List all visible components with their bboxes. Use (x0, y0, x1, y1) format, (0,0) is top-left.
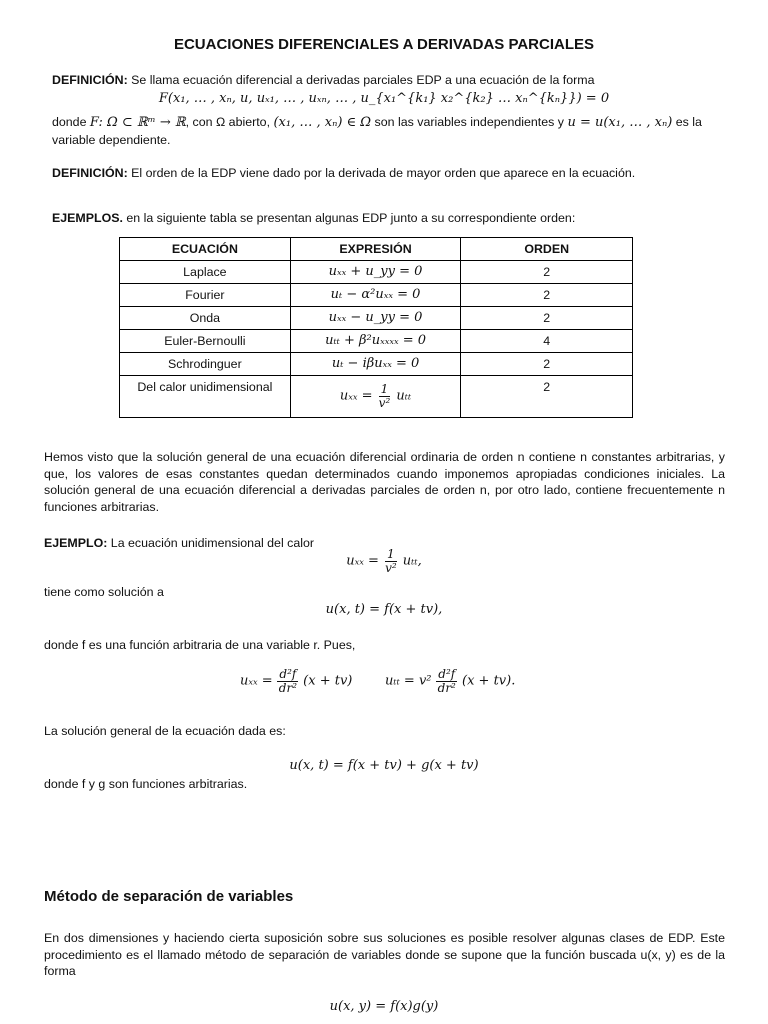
section-formula: u(x, y) = f(x)g(y) (329, 999, 439, 1014)
fraction-numerator: 1 (387, 547, 395, 561)
cell-expression: uₜ − α²uₓₓ = 0 (290, 284, 461, 307)
table-row (120, 284, 633, 307)
cell-expression: uₜₜ + β²uₓₓₓₓ = 0 (290, 330, 461, 353)
text-independientes: son las variables independientes y (374, 115, 564, 129)
text-donde: donde (52, 115, 87, 129)
cell-order: 4 (461, 330, 633, 353)
eq-right: uₜₜ, (402, 553, 422, 569)
fraction-denominator: v² (385, 560, 397, 575)
definition-1 (52, 72, 722, 89)
arbitrary-functions-text: donde f y g son funciones arbitrarias. (44, 777, 248, 791)
definition-1-line2 (52, 114, 722, 131)
math-dependent: u = u(x₁, … , xₙ) (567, 115, 673, 130)
general-solution-text: La solución general de la ecuación dada es: (44, 724, 286, 738)
expr-right: uₜₜ (396, 389, 412, 404)
fraction (277, 668, 299, 694)
cell-name: Schrodinguer (120, 353, 291, 376)
cell-expression: uₜ − iβuₓₓ = 0 (290, 353, 461, 376)
definition-2 (52, 165, 732, 182)
cell-order: 2 (461, 261, 633, 284)
table-row (120, 353, 633, 376)
examples-label: EJEMPLOS. (52, 211, 123, 225)
d2-left: uₜₜ = v² (385, 673, 432, 689)
cell-name: Euler-Bernoulli (120, 330, 291, 353)
edp-table (119, 237, 633, 418)
derivative-xx (240, 668, 352, 694)
d1-right: (x + tv) (303, 673, 353, 689)
example-text: La ecuación unidimensional del calor (110, 536, 314, 550)
d2-right: (x + tv). (462, 673, 516, 689)
text-es-la: es la (675, 115, 702, 129)
cell-order: 2 (461, 353, 633, 376)
cell-name: Onda (120, 307, 291, 330)
fraction-numerator: 1 (380, 382, 389, 397)
fraction-numerator: d²f (438, 667, 456, 681)
cell-expression: uₓₓ − u_yy = 0 (290, 307, 461, 330)
table-row (120, 330, 633, 353)
cell-name: Laplace (120, 261, 291, 284)
math-domain: F: Ω ⊂ ℝᵐ → ℝ (89, 115, 186, 130)
fraction (377, 383, 393, 409)
examples-intro (52, 210, 732, 227)
paragraph-general-solution: Hemos visto que la solución general de una ecuación diferencial ordinaria de orden n contiene n constantes arbitrarias, y que, los valores de esas constantes quedan determinados cuando imponemos apropiadas condiciones iniciales. La solución general de una ecuación diferencial a derivadas parciales de orden n, por otro lado, contiene frecuentemente n funciones arbitrarias. (44, 450, 725, 514)
table-row (120, 261, 633, 284)
derivative-tt (385, 668, 515, 694)
cell-name: Del calor unidimensional (120, 376, 291, 418)
cell-expression: uₓₓ + u_yy = 0 (290, 261, 461, 284)
text-abierto: , con Ω abierto, (185, 115, 271, 129)
d1-left: uₓₓ = (240, 673, 273, 689)
cell-order: 2 (461, 376, 633, 418)
table-row (120, 376, 633, 418)
cell-expression (290, 376, 461, 418)
math-variables: (x₁, … , xₙ) ∈ Ω (273, 115, 372, 130)
where-text: donde f es una función arbitraria de una variable r. Pues, (44, 638, 356, 652)
definition-2-label: DEFINICIÓN: (52, 166, 128, 180)
header-orden: ORDEN (461, 238, 633, 261)
eq-left: uₓₓ = (346, 553, 379, 569)
header-expresion: EXPRESIÓN (290, 238, 461, 261)
examples-text: en la siguiente tabla se presentan algunas EDP junto a su correspondiente orden: (126, 211, 576, 225)
fraction-denominator: v² (378, 396, 391, 410)
cell-name: Fourier (120, 284, 291, 307)
fraction-denominator: dr² (437, 680, 456, 695)
table-row (120, 307, 633, 330)
expr-left: uₓₓ = (339, 389, 373, 404)
section-paragraph: En dos dimensiones y haciendo cierta suposición sobre sus soluciones es posible resolver algunas clases de EDP. Este procedimiento es el llamado método de separación de variables donde se supone que la función buscada u(x, y) es de la forma (44, 931, 725, 978)
example-label: EJEMPLO: (44, 536, 108, 550)
cell-order: 2 (461, 284, 633, 307)
definition-1-text: Se llama ecuación diferencial a derivadas parciales EDP a una ecuación de la forma (131, 73, 595, 87)
solution-intro: tiene como solución a (44, 585, 164, 599)
definition-1-line3: variable dependiente. (52, 133, 171, 147)
fraction (436, 668, 458, 694)
fraction (383, 548, 399, 574)
fraction-denominator: dr² (278, 680, 298, 695)
solution-equation: u(x, t) = f(x + tv), (325, 602, 443, 617)
definition-1-formula: F(x₁, … , xₙ, u, uₓ₁, … , uₓₙ, … , u_{x₁^{k₁} x₂^{k₂} … xₙ^{kₙ}}) = 0 (158, 91, 610, 106)
page-title: ECUACIONES DIFERENCIALES A DERIVADAS PARCIALES (173, 36, 595, 53)
table-header-row (120, 238, 633, 261)
fraction-numerator: d²f (279, 667, 297, 681)
general-solution-equation: u(x, t) = f(x + tv) + g(x + tv) (289, 758, 479, 773)
definition-1-label: DEFINICIÓN: (52, 73, 128, 87)
definition-2-text: El orden de la EDP viene dado por la derivada de mayor orden que aparece en la ecuación. (131, 166, 636, 180)
header-ecuacion: ECUACIÓN (120, 238, 291, 261)
section-heading: Método de separación de variables (44, 888, 294, 905)
cell-order: 2 (461, 307, 633, 330)
heat-equation (0, 548, 768, 574)
